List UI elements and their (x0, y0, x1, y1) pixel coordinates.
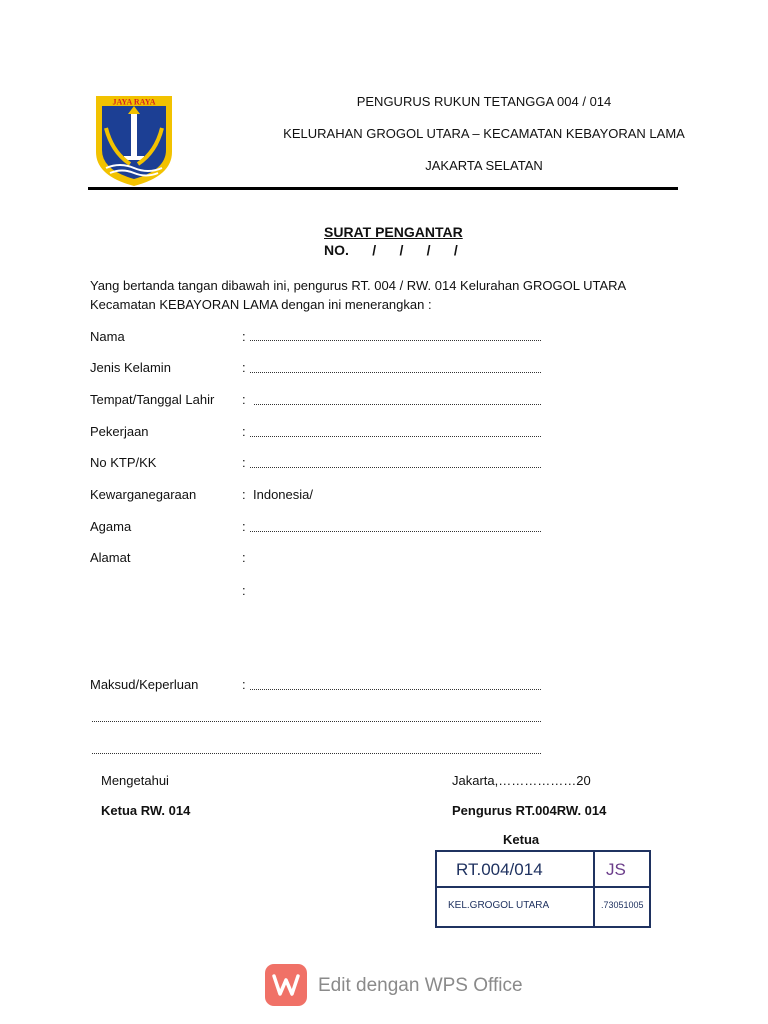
keperluan-extra-line-1 (92, 721, 541, 722)
document-number: NO. / / / / (324, 242, 458, 258)
field-colon: : (242, 487, 246, 502)
signature-left-heading: Mengetahui (101, 773, 169, 788)
field-colon: : (242, 360, 246, 375)
stamp-code: .73051005 (601, 900, 644, 910)
keperluan-extra-line-2 (92, 753, 541, 754)
header-line-1: PENGURUS RUKUN TETANGGA 004 / 014 (356, 94, 612, 109)
field-label-no-ktp-kk: No KTP/KK (90, 455, 157, 470)
header-line-3: JAKARTA SELATAN (425, 158, 543, 173)
intro-line-2: Kecamatan KEBAYORAN LAMA dengan ini menerangkan : (90, 297, 432, 312)
field-label-maksud-keperluan: Maksud/Keperluan (90, 677, 199, 692)
logo-motto: JAYA RAYA (112, 97, 156, 107)
field-label-jenis-kelamin: Jenis Kelamin (90, 360, 171, 375)
document-title: SURAT PENGANTAR (324, 224, 463, 240)
field-label-nama: Nama (90, 329, 125, 344)
field-label-kewarganegaraan: Kewarganegaraan (90, 487, 197, 502)
no-ktp-kk-blank-line (250, 467, 541, 468)
maksud-keperluan-blank-line (250, 689, 541, 690)
field-label-agama: Agama (90, 519, 132, 534)
header-line-2: KELURAHAN GROGOL UTARA – KECAMATAN KEBAYORAN LAMA (283, 126, 685, 141)
field-colon: : (242, 392, 246, 407)
intro-line-1: Yang bertanda tangan dibawah ini, pengurus RT. 004 / RW. 014 Kelurahan GROGOL UTARA (90, 278, 627, 293)
field-colon: : (242, 424, 246, 439)
nama-blank-line (250, 340, 541, 341)
rt-stamp (435, 850, 651, 928)
signature-left-role: Ketua RW. 014 (101, 803, 191, 818)
field-colon: : (242, 677, 246, 692)
wps-office-icon[interactable] (265, 964, 307, 1006)
signature-place-date: Jakarta,………………20 (452, 773, 591, 788)
field-label-pekerjaan: Pekerjaan (90, 424, 149, 439)
field-colon: : (242, 329, 246, 344)
agama-blank-line (250, 531, 541, 532)
stamp-rt-number: RT.004/014 (456, 860, 543, 879)
field-colon: : (242, 519, 246, 534)
field-label-tempat-tanggal-lahir: Tempat/Tanggal Lahir (90, 392, 215, 407)
stamp-initials: JS (606, 860, 626, 879)
stamp-kelurahan: KEL.GROGOL UTARA (448, 900, 550, 911)
jenis-kelamin-blank-line (250, 372, 541, 373)
header-rule (88, 187, 678, 190)
edit-with-wps-link[interactable]: Edit dengan WPS Office (318, 975, 523, 996)
signature-right-org: Pengurus RT.004RW. 014 (452, 803, 607, 818)
signature-right-role: Ketua (503, 832, 540, 847)
pekerjaan-blank-line (250, 436, 541, 437)
field-label-alamat: Alamat (90, 550, 131, 565)
field-colon: : (242, 550, 246, 565)
field-colon: : (242, 583, 246, 598)
field-colon: : (242, 455, 246, 470)
tempat-tanggal-lahir-blank-line (254, 404, 541, 405)
kewarganegaraan-value: Indonesia/ (253, 487, 313, 502)
